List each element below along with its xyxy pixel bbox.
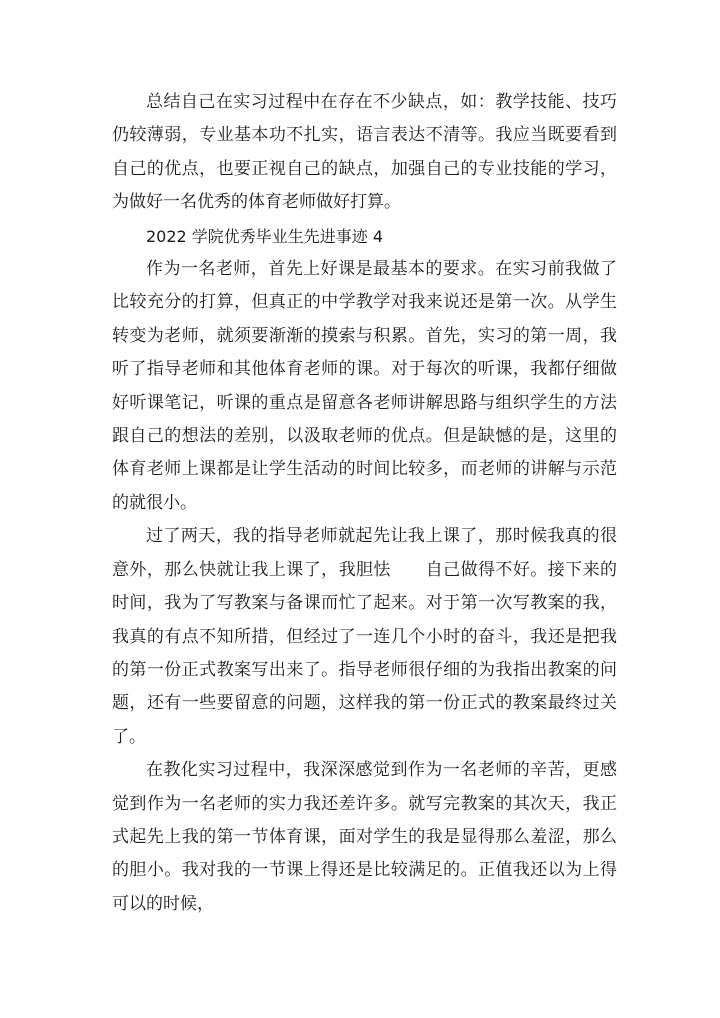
paragraph-teaching: 作为一名老师，首先上好课是最基本的要求。在实习前我做了比较充分的打算，但真正的中学教学对我来说还是第一次。从学生转变为老师，就须要渐渐的摸索与积累。首先，实习的第一周，我听了指导老师和其他体育老师的课。对于每次的听课，我都仔细做好听课笔记，听课的重点是留意各老师讲解思路与组织学生的方法跟自己的想法的差别，以汲取老师的优点。但是缺憾的是，这里的体育老师上课都是让学生活动的时间比较多，而老师的讲解与示范的就很小。	[112, 259, 617, 513]
section-heading: 2022 学院优秀毕业生先进事迹 4	[146, 226, 384, 246]
paragraph-summary: 总结自己在实习过程中在存在不少缺点，如：教学技能、技巧仍较薄弱，专业基本功不扎实，语言表达不清等。我应当既要看到自己的优点，也要正视自己的缺点，加强自己的专业技能的学习，为做好一名优秀的体育老师做好打算。	[112, 92, 617, 213]
paragraph-first-lesson: 过了两天，我的指导老师就起先让我上课了，那时候我真的很意外，那么快就让我上课了，我胆怯 自己做得不好。接下来的时间，我为了写教案与备课而忙了起来。对于第一次写教案的我，我真的有点不知所措，但经过了一连几个小时的奋斗，我还是把我的第一份正式教案写出来了。指导老师很仔细的为我指出教案的问题，还有一些要留意的问题，这样我的第一份正式的教案最终过关了。	[112, 526, 617, 747]
document-body	[112, 86, 617, 921]
paragraph-internship: 在教化实习过程中，我深深感觉到作为一名老师的辛苦，更感觉到作为一名老师的实力我还差许多。就写完教案的其次天，我正式起先上我的第一节体育课，面对学生的我是显得那么羞涩，那么的胆小。我对我的一节课上得还是比较满足的。正值我还以为上得可以的时候，	[112, 760, 617, 914]
